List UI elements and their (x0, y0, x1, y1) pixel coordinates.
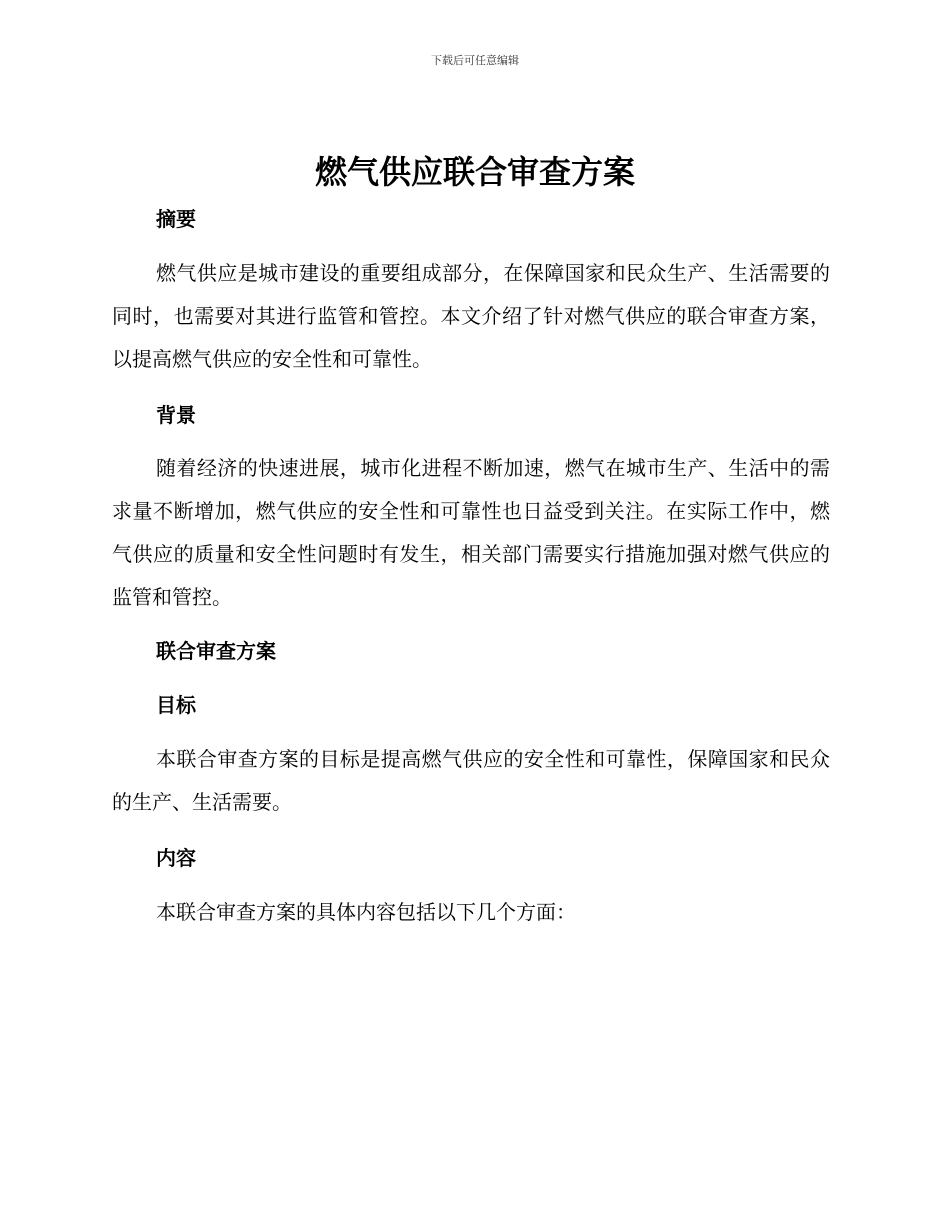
section-heading-background: 背景 (156, 403, 196, 427)
section-paragraph-content: 本联合审查方案的具体内容包括以下几个方面： (156, 900, 576, 924)
section-heading-content: 内容 (156, 846, 196, 870)
section-paragraph-abstract: 燃气供应是城市建设的重要组成部分，在保障国家和民众生产、生活需要的同时，也需要对其进行监管和管控。本文介绍了针对燃气供应的联合审查方案，以提高燃气供应的安全性和可靠性。 (112, 261, 830, 371)
section-paragraph-background: 随着经济的快速进展，城市化进程不断加速，燃气在城市生产、生活中的需求量不断增加，燃气供应的安全性和可靠性也日益受到关注。在实际工作中，燃气供应的质量和安全性问题时有发生，相关部门需要实行措施加强对燃气供应的监管和管控。 (112, 456, 830, 609)
section-heading-joint-review-plan: 联合审查方案 (156, 639, 276, 663)
section-paragraph-objective: 本联合审查方案的目标是提高燃气供应的安全性和可靠性，保障国家和民众的生产、生活需要。 (112, 747, 830, 814)
page-header-note: 下载后可任意编辑 (431, 54, 519, 67)
document-title: 燃气供应联合审查方案 (314, 153, 635, 191)
section-heading-abstract: 摘要 (156, 207, 196, 231)
section-heading-objective: 目标 (156, 693, 196, 717)
